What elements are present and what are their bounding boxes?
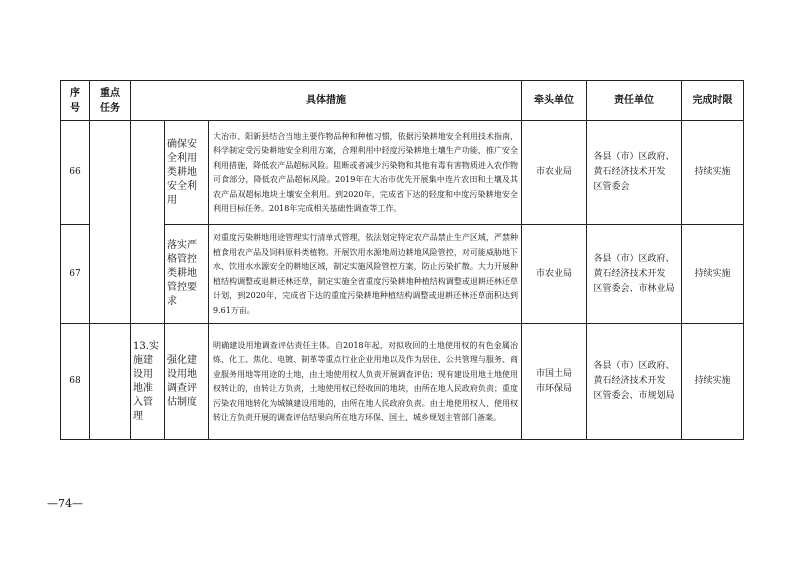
page-number: —74— <box>47 497 83 510</box>
responsible-unit: 各县（市）区政府、 黄石经济技术开发 区管委会、市规划局 <box>587 324 682 440</box>
deadline: 持续实施 <box>682 225 744 324</box>
lead-unit: 市农业局 <box>522 121 587 225</box>
key-task-cell <box>90 324 131 440</box>
header-no: 序 号 <box>61 81 90 121</box>
key-task-sub-cell <box>131 121 165 324</box>
measure-detail: 对重度污染耕地用途管理实行清单式管理，依法划定特定农产品禁止生产区域，严禁种植食用农产品及饲料原料类植物。开展饮用水源地周边耕地风险管控，对可能威胁地下水、饮用水水源安全的耕地区域，制定实施风险管控方案，防止污染扩散。大力开展种植结构调整或退耕还林还草，制定实施全省重度污染耕地种植结构调整或退耕还林还草计划，到2020年，完成省下达的重度污染耕地种植结构调整或退耕还林还草面积达到9.61万亩。 <box>209 225 522 324</box>
header-deadline: 完成时限 <box>682 81 744 121</box>
deadline: 持续实施 <box>682 121 744 225</box>
deadline: 持续实施 <box>682 324 744 440</box>
key-task-cell <box>90 121 131 324</box>
responsible-unit: 各县（市）区政府、 黄石经济技术开发 区管委会、市林业局 <box>587 225 682 324</box>
responsible-unit: 各县（市）区政府、 黄石经济技术开发 区管委会 <box>587 121 682 225</box>
lead-unit: 市农业局 <box>522 225 587 324</box>
measure-name: 强化建 设用地 调查评 估制度 <box>165 324 209 440</box>
header-responsible-unit: 责任单位 <box>587 81 682 121</box>
table-row <box>61 121 744 225</box>
row-number: 67 <box>61 225 90 324</box>
table-row <box>61 324 744 440</box>
measure-detail: 大冶市、阳新县结合当地主要作物品种和种植习惯，依据污染耕地安全利用技术指南，科学制定受污染耕地安全利用方案，合理利用中轻度污染耕地土壤生产功能，推广安全利用措施，降低农产品超标风险。阻断或者减少污染物和其他有毒有害物质进入农作物可食部分，降低农产品超标风险。2019年在大冶市优先开展集中连片农田和土壤及其农产品双超标地块土壤安全利用。到2020年，完成省下达的轻度和中度污染耕地安全利用目标任务。2018年完成相关基础性调查等工作。 <box>209 121 522 225</box>
row-number: 68 <box>61 324 90 440</box>
key-task-name: 13.实 施建 设用 地准 入管 理 <box>131 324 165 440</box>
measures-table <box>60 80 744 440</box>
measure-name: 落实严 格管控 类耕地 管控要 求 <box>165 225 209 324</box>
row-number: 66 <box>61 121 90 225</box>
header-key-task: 重点 任务 <box>90 81 131 121</box>
header-lead-unit: 牵头单位 <box>522 81 587 121</box>
measure-detail: 明确建设用地调查评估责任主体。自2018年起，对拟收回的土地使用权的有色金属冶炼、化工、焦化、电镀、制革等重点行业企业用地以及作为居住、公共管理与服务、商业服务用地等用途的土地，由土地使用权人负责开展调查评估；现有建设用地土地使用权转让的，由转让方负责，土地使用权已经收回的地块，由所在地人民政府负责；重度污染农用地转化为城镇建设用地的，由所在地人民政府负责。由土地使用权人、使用权转让方负责开展的调查评估结果向所在地方环保、国土、城乡规划主管部门备案。 <box>209 324 522 440</box>
measure-name: 确保安 全利用 类耕地 安全利 用 <box>165 121 209 225</box>
lead-unit: 市国土局 市环保局 <box>522 324 587 440</box>
header-measures: 具体措施 <box>131 81 522 121</box>
table-header-row <box>61 81 744 121</box>
